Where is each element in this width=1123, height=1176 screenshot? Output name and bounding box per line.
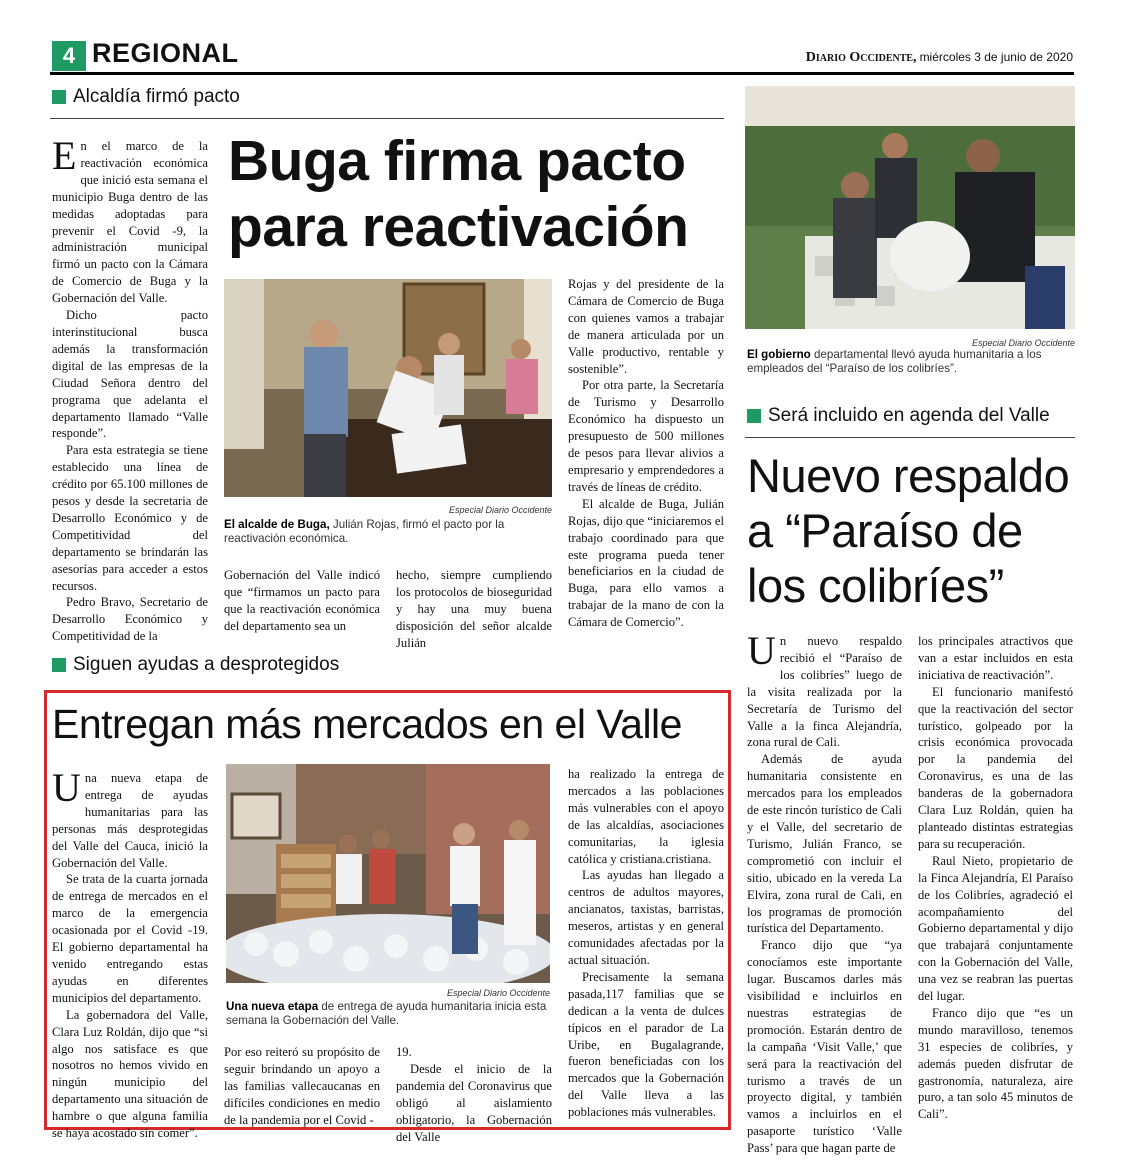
story3-column-4 bbox=[568, 766, 724, 1121]
story3-paragraph: ha realizado la entrega de mercados a las poblaciones más vulnerables con el apoyo de las alcaldías, asociaciones comunitarias, la iglesia católica y cristiana.cristiana. bbox=[568, 767, 724, 866]
story2-paragraph: El funcionario manifestó que la reactivación del sector turístico, golpeado por la crisis económica provocada por la pandemia del Coronavirus, es una de las banderas de la gobernadora Clara Luz Roldán, quien ha planteado distintas estrategias para su recuperación. bbox=[918, 684, 1073, 851]
story3-dropcap: U bbox=[52, 765, 81, 810]
issue-date: miércoles 3 de junio de 2020 bbox=[919, 50, 1073, 64]
story3-paragraph: 19. bbox=[396, 1045, 412, 1059]
story1-caption-lead: El alcalde de Buga, bbox=[224, 518, 330, 531]
story1-paragraph: El alcalde de Buga, Julián Rojas, dijo que “iniciaremos el trabajo coordinado para que este programa pueda tener beneficiarios en la ciudad de Buga, para ello vamos a trabajar de la mano de con la Cámara de Comercio”. bbox=[568, 496, 724, 630]
story2-caption-text: departamental llevó ayuda humanitaria a los empleados del “Paraíso de los colibríes”. bbox=[747, 348, 1042, 375]
story1-headline-line2: para reactivación bbox=[228, 195, 689, 259]
story2-kicker bbox=[747, 405, 1050, 427]
story1-dropcap: E bbox=[52, 133, 77, 178]
story3-paragraph: Desde el inicio de la pandemia del Coronavirus que obligó al aislamiento obligatorio, la Gobernación del Valle bbox=[396, 1061, 552, 1144]
story3-paragraph: La gobernadora del Valle, Clara Luz Roldán, dijo que “si algo nos satisface es que nosotros no hemos vivido en ningún municipio del departamento una situación de hambre o que alguna familia se haya acostado sin comer”. bbox=[52, 1007, 208, 1141]
header-rule bbox=[50, 72, 1074, 75]
story2-paragraph: Franco dijo que “ya conocíamos este importante lugar. Buscamos darles más visibilidad e incluirlos en nuestras estrategias de promoción. Estarán dentro de la campaña ‘Visit Valle,’ que será para la reactivación del turismo a través de un proyecto digital, y también vamos a incluirlos en el pasaporte turístico ‘Valle Pass’ para que hagan parte de bbox=[747, 938, 902, 1156]
signing-photo-image bbox=[224, 279, 552, 497]
page-number-badge bbox=[52, 41, 86, 71]
story2-column-1 bbox=[747, 628, 902, 1157]
story3-caption-lead: Una nueva etapa bbox=[226, 1000, 319, 1013]
story1-photo bbox=[224, 279, 552, 497]
story3-paragraph: Las ayudas han llegado a centros de adultos mayores, ancianatos, taxistas, barristas, meseros, artistas y en general comunidades afectadas por la actual situación. bbox=[568, 868, 724, 967]
kicker-square-icon bbox=[52, 90, 66, 104]
masthead-date bbox=[806, 50, 1073, 66]
story3-paragraph: na nueva etapa de entrega de ayudas humanitarias para las personas más desprotegidas del Valle del Cauca, inició la Gobernación del Valle. bbox=[52, 771, 208, 870]
story3-column-1 bbox=[52, 765, 208, 1142]
story1-kicker-text: Alcaldía firmó pacto bbox=[73, 86, 240, 107]
story1-photo-caption bbox=[224, 518, 554, 546]
story1-paragraph: Rojas y del presidente de la Cámara de Comercio de Buga con quienes vamos a trabajar de manera articulada por un Valle productivo, rentable y sostenible”. bbox=[568, 277, 724, 376]
story1-column-1 bbox=[52, 133, 208, 645]
story1-paragraph: Dicho pacto interinstitucional busca además la transformación digital de las empresas de la Ciudad Señora dentro del programa que adelanta el departamento llamado “Valle responde”. bbox=[52, 308, 208, 441]
kicker-square-icon bbox=[747, 409, 761, 423]
story3-paragraph: Por eso reiteró su propósito de seguir brindando un apoyo a las familias vallecaucanas en difíciles condiciones en medio de la pandemia por el Covid - bbox=[224, 1045, 380, 1127]
story2-headline-line3: los colibríes” bbox=[747, 559, 1004, 612]
story1-headline bbox=[228, 128, 728, 260]
story2-headline-line1: Nuevo respaldo bbox=[747, 449, 1070, 502]
story2-photo-credit: Especial Diario Occidente bbox=[971, 338, 1075, 348]
story1-paragraph: hecho, siempre cumpliendo los protocolos de bioseguridad y hay una muy buena disposición del señor alcalde Julián bbox=[396, 568, 552, 650]
story3-photo-credit: Especial Diario Occidente bbox=[446, 988, 550, 998]
story3-photo-caption bbox=[226, 1000, 552, 1028]
story1-column-4 bbox=[568, 276, 724, 631]
story3-column-2 bbox=[224, 1044, 380, 1129]
story2-photo-caption bbox=[747, 348, 1077, 376]
story2-column-2 bbox=[918, 633, 1073, 1123]
story2-paragraph: Además de ayuda humanitaria consistente en mercados para los empleados de este rincón turístico de Cali y el Valle, del secretario de Turismo, Julián Franco, se comprometió con incluir el sitio, ubicado en la vereda La Elvira, zona rural de Cali, en los programas de promoción turística del Departamento. bbox=[747, 752, 902, 936]
kicker-square-icon bbox=[52, 658, 66, 672]
story2-dropcap: U bbox=[747, 628, 776, 673]
story3-paragraph: Se trata de la cuarta jornada de entrega de mercados en el marco de la emergencia ocasionada por el Covid -19. El gobierno departamental ha venido entregando estas ayudas en diferentes municipios del departamento. bbox=[52, 872, 208, 1005]
story1-paragraph: Para esta estrategia se tiene establecido una línea de crédito por 65.100 millones de pesos y desde la secretaria de Desarrollo Económico y de Competitividad del departamento se brindarán las asesorías para acceder a estos recursos. bbox=[52, 443, 208, 593]
story2-photo bbox=[745, 86, 1075, 329]
story3-kicker-text: Siguen ayudas a desprotegidos bbox=[73, 654, 340, 675]
page-number: 4 bbox=[62, 43, 76, 68]
story1-paragraph: Gobernación del Valle indicó que “firmamos un pacto para que la reactivación económica del departamento sea un bbox=[224, 568, 380, 633]
story3-headline: Entregan más mercados en el Valle bbox=[52, 701, 682, 747]
story1-paragraph: n el marco de la reactivación económica que inició esta semana el municipio Buga dentro de las medidas adoptadas para prevenir el Covid -9, la administración municipal firmó un pacto con la Cámara de Comercio de Buga y la Gobernación del Valle. bbox=[52, 139, 208, 306]
mercados-photo-image bbox=[226, 764, 550, 983]
story2-headline bbox=[747, 448, 1077, 613]
story3-paragraph: Precisamente la semana pasada,117 familias que se dedican a la venta de dulces típicos en el parador de La Uribe, en Bugalagrande, fueron beneficiadas con los mercados que la Gobernación del Valle lleva a las poblaciones más vulnerables. bbox=[568, 969, 724, 1120]
story3-column-3 bbox=[396, 1044, 552, 1145]
story3-photo bbox=[226, 764, 550, 983]
story3-kicker bbox=[52, 654, 339, 676]
story1-kicker bbox=[52, 86, 240, 108]
story2-kicker-text: Será incluido en agenda del Valle bbox=[768, 405, 1050, 426]
paper-name: Diario Occidente, bbox=[805, 50, 917, 65]
story1-kicker-rule bbox=[50, 118, 724, 119]
colibries-photo-image bbox=[745, 86, 1075, 329]
story2-caption-lead: El gobierno bbox=[747, 348, 811, 361]
story1-column-3 bbox=[396, 567, 552, 652]
story1-paragraph: Pedro Bravo, Secretario de Desarrollo Económico y Competitividad de la bbox=[52, 595, 208, 644]
story2-paragraph: los principales atractivos que van a estar incluidos en esta iniciativa de reactivación”. bbox=[918, 634, 1073, 682]
story1-caption-text: Julián Rojas, firmó el pacto por la reactivación económica. bbox=[224, 518, 505, 545]
story1-photo-credit: Especial Diario Occidente bbox=[448, 505, 552, 515]
story2-headline-line2: a “Paraíso de bbox=[747, 504, 1023, 557]
story2-paragraph: Raul Nieto, propietario de la Finca Alejandría, El Paraíso de los Colibríes, agradeció el acompañamiento del Gobierno departamental y dijo que trabajará conjuntamente con la Gobernación del Valle, una vez se reabran las puertas del lugar. bbox=[918, 853, 1073, 1004]
story2-paragraph: n nuevo respaldo recibió el “Paraíso de los colibríes” luego de la visita realizada por la Secretaría de Turismo del Valle a la finca Alejandría, zona rural de Cali. bbox=[747, 634, 902, 750]
section-title: REGIONAL bbox=[92, 38, 239, 68]
story2-paragraph: Franco dijo que “es un mundo maravilloso, tenemos 31 especies de colibríes, y además pueden disfrutar de gastronomía, naturaleza, aire puro, a tan solo 45 minutos de Cali”. bbox=[918, 1005, 1073, 1122]
story1-headline-line1: Buga firma pacto bbox=[228, 129, 686, 193]
story2-kicker-rule bbox=[745, 437, 1075, 438]
story3-caption-text: de entrega de ayuda humanitaria inicia esta semana la Gobernación del Valle. bbox=[226, 1000, 547, 1027]
story1-paragraph: Por otra parte, la Secretaría de Turismo y Desarrollo Económico ha dispuesto un presupuesto de 500 millones de pesos para llevar alivios a empresario y emprendedores a través de líneas de crédito. bbox=[568, 378, 724, 494]
story1-column-2 bbox=[224, 567, 380, 635]
